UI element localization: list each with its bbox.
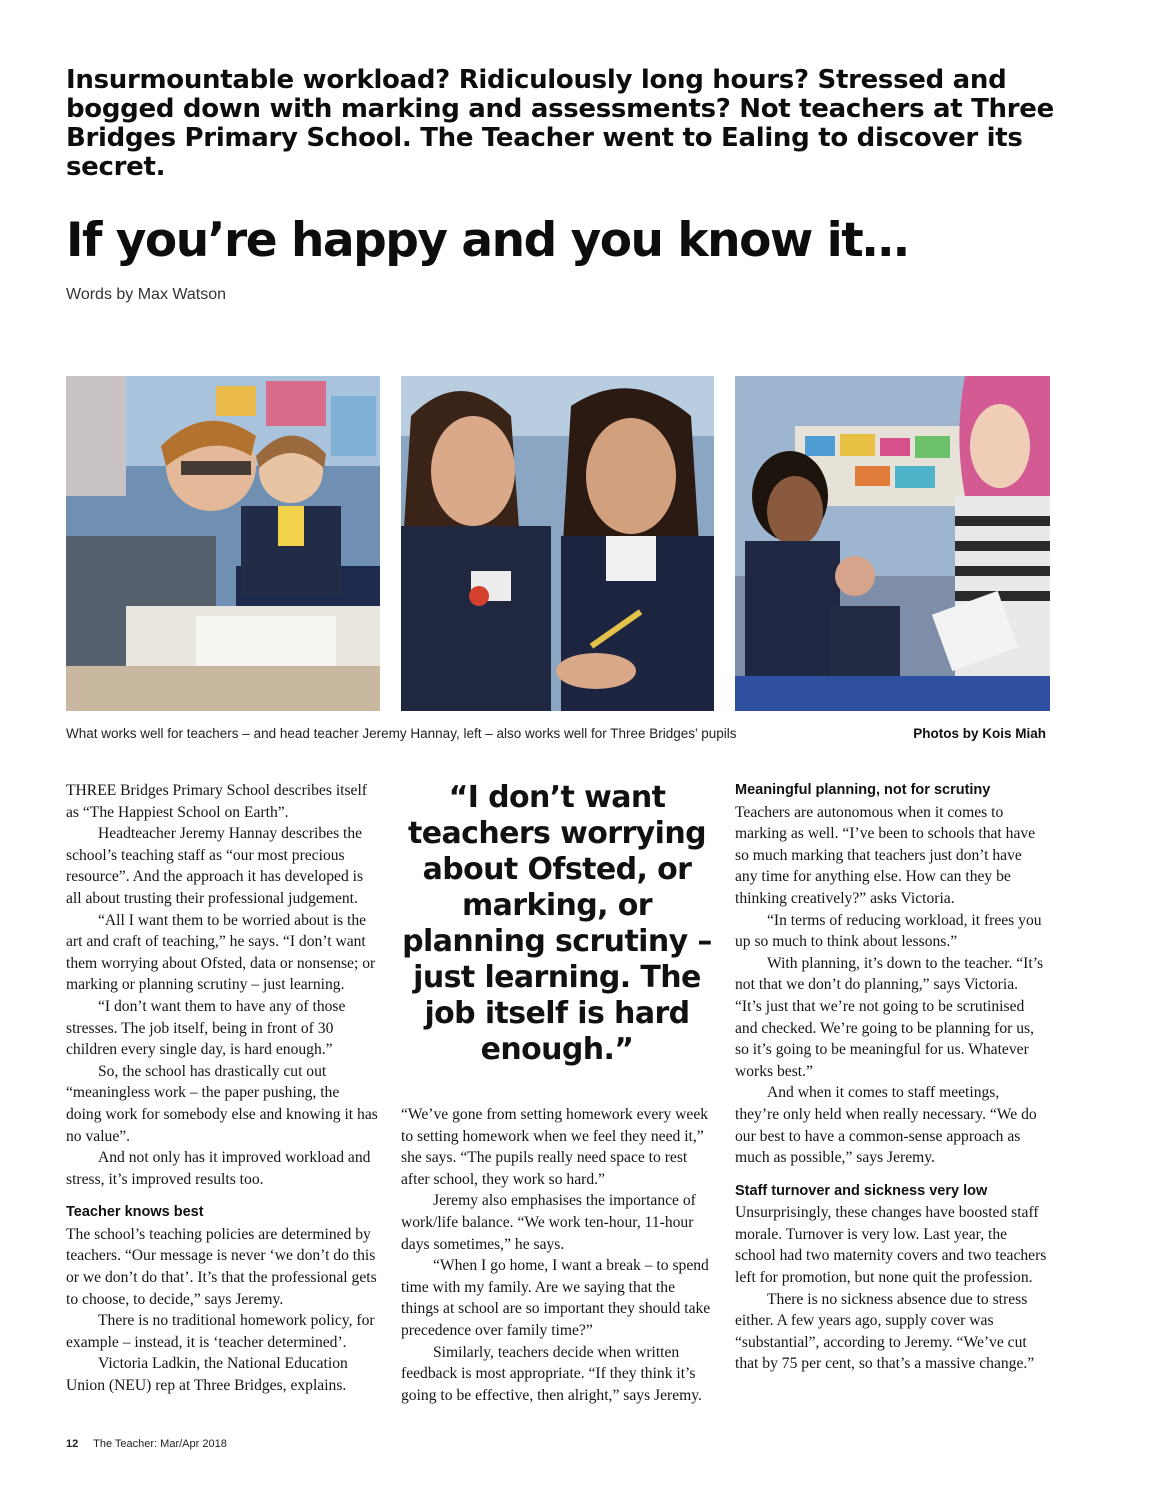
photo-head-teacher-with-pupil bbox=[66, 376, 380, 711]
paragraph: There is no traditional homework policy, for example – instead, it is ‘teacher determined’. bbox=[66, 1312, 375, 1351]
paragraph: The school’s teaching policies are determined by teachers. “Our message is never ‘we don’t do this or we don’t do that’. It’s that the professional gets to choose, to decide,” says Jeremy. bbox=[66, 1225, 377, 1308]
publication-info: The Teacher: Mar/Apr 2018 bbox=[93, 1438, 227, 1450]
section-heading: Staff turnover and sickness very low bbox=[735, 1182, 988, 1199]
paragraph: Similarly, teachers decide when written feedback is most appropriate. “If they think it’s going to be effective, then alright,” says Jeremy. bbox=[401, 1343, 702, 1404]
page-number: 12 bbox=[66, 1438, 79, 1450]
photo-credit: Photos by Kois Miah bbox=[913, 726, 1046, 741]
byline: Words by Max Watson bbox=[66, 286, 227, 303]
pull-quote: “I don’t want teachers worrying about Ofsted, or marking, or planning scrutiny – just learning. The job itself is hard enough.” bbox=[402, 780, 712, 1067]
paragraph: “In terms of reducing workload, it frees you up so much to think about lessons.” bbox=[735, 911, 1042, 951]
photo-teacher-showing-book bbox=[735, 376, 1050, 711]
paragraph: So, the school has drastically cut out “meaningless work – the paper pushing, the doing work for somebody else and knowing it has no value”. bbox=[66, 1062, 378, 1145]
photo-two-pupils bbox=[401, 376, 714, 711]
paragraph: With planning, it’s down to the teacher. “It’s not that we don’t do planning,” says Victoria. “It’s just that we’re not going to be scrutinised and checked. We’re going to be planning for us, so it’s going to be meaningful for us. Whatever works best.” bbox=[735, 954, 1044, 1080]
paragraph: And when it comes to staff meetings, they’re only held when really necessary. “We do our best to have a common-sense approach as much as possible,” says Jeremy. bbox=[735, 1084, 1037, 1167]
paragraph: And not only has it improved workload and stress, it’s improved results too. bbox=[66, 1149, 371, 1188]
paragraph: Teachers are autonomous when it comes to marking as well. “I’ve been to schools that have so much marking that teachers just don’t have any time for anything else. How can they be thinking creatively?” asks Victoria. bbox=[735, 803, 1036, 907]
paragraph: “We’ve gone from setting homework every week to setting homework when we feel they need it,” she says. “The pupils really need space to rest after school, they work so hard.” bbox=[401, 1106, 709, 1188]
paragraph: There is no sickness absence due to stress either. A few years ago, supply cover was “substantial”, according to Jeremy. “We’ve cut that by 75 per cent, so that’s a massive change.” bbox=[735, 1290, 1035, 1373]
headline: If you’re happy and you know it… bbox=[66, 213, 908, 268]
page-footer bbox=[66, 1438, 227, 1450]
paragraph: THREE Bridges Primary School describes itself as “The Happiest School on Earth”. bbox=[66, 782, 367, 821]
article-column-3 bbox=[735, 780, 1047, 1375]
article-column-1 bbox=[66, 780, 378, 1397]
photo-caption: What works well for teachers – and head teacher Jeremy Hannay, left – also works well for Three Bridges’ pupils bbox=[66, 726, 737, 741]
paragraph: “I don’t want them to have any of those stresses. The job itself, being in front of 30 children every single day, is hard enough.” bbox=[66, 997, 346, 1059]
article-column-2 bbox=[401, 780, 713, 1406]
paragraph: “All I want them to be worried about is the art and craft of teaching,” he says. “I don’t want them worrying about Ofsted, data or nonsense; or marking or planning scrutiny – just learning. bbox=[66, 911, 376, 994]
section-heading: Teacher knows best bbox=[66, 1204, 204, 1221]
paragraph: Victoria Ladkin, the National Education Union (NEU) rep at Three Bridges, explains. bbox=[66, 1355, 348, 1395]
paragraph: “When I go home, I want a break – to spend time with my family. Are we saying that the things at school are so important they should take precedence over family time?” bbox=[401, 1257, 711, 1339]
standfirst: Insurmountable workload? Ridiculously long hours? Stressed and bogged down with marking and assessments? Not teachers at Three Bridges Primary School. The Teacher went to Ealing to discover its secret. bbox=[66, 65, 1054, 182]
section-heading: Meaningful planning, not for scrutiny bbox=[735, 782, 991, 798]
paragraph: Jeremy also emphasises the importance of work/life balance. “We work ten-hour, 11-hour days sometimes,” he says. bbox=[401, 1192, 696, 1253]
paragraph: Unsurprisingly, these changes have boosted staff morale. Turnover is very low. Last year, the school had two maternity covers and two teachers left for promotion, but none quit the profession. bbox=[735, 1204, 1047, 1287]
paragraph: Headteacher Jeremy Hannay describes the school’s teaching staff as “our most precious resource”. And the approach it has developed is all about trusting their professional judgement. bbox=[66, 825, 364, 907]
